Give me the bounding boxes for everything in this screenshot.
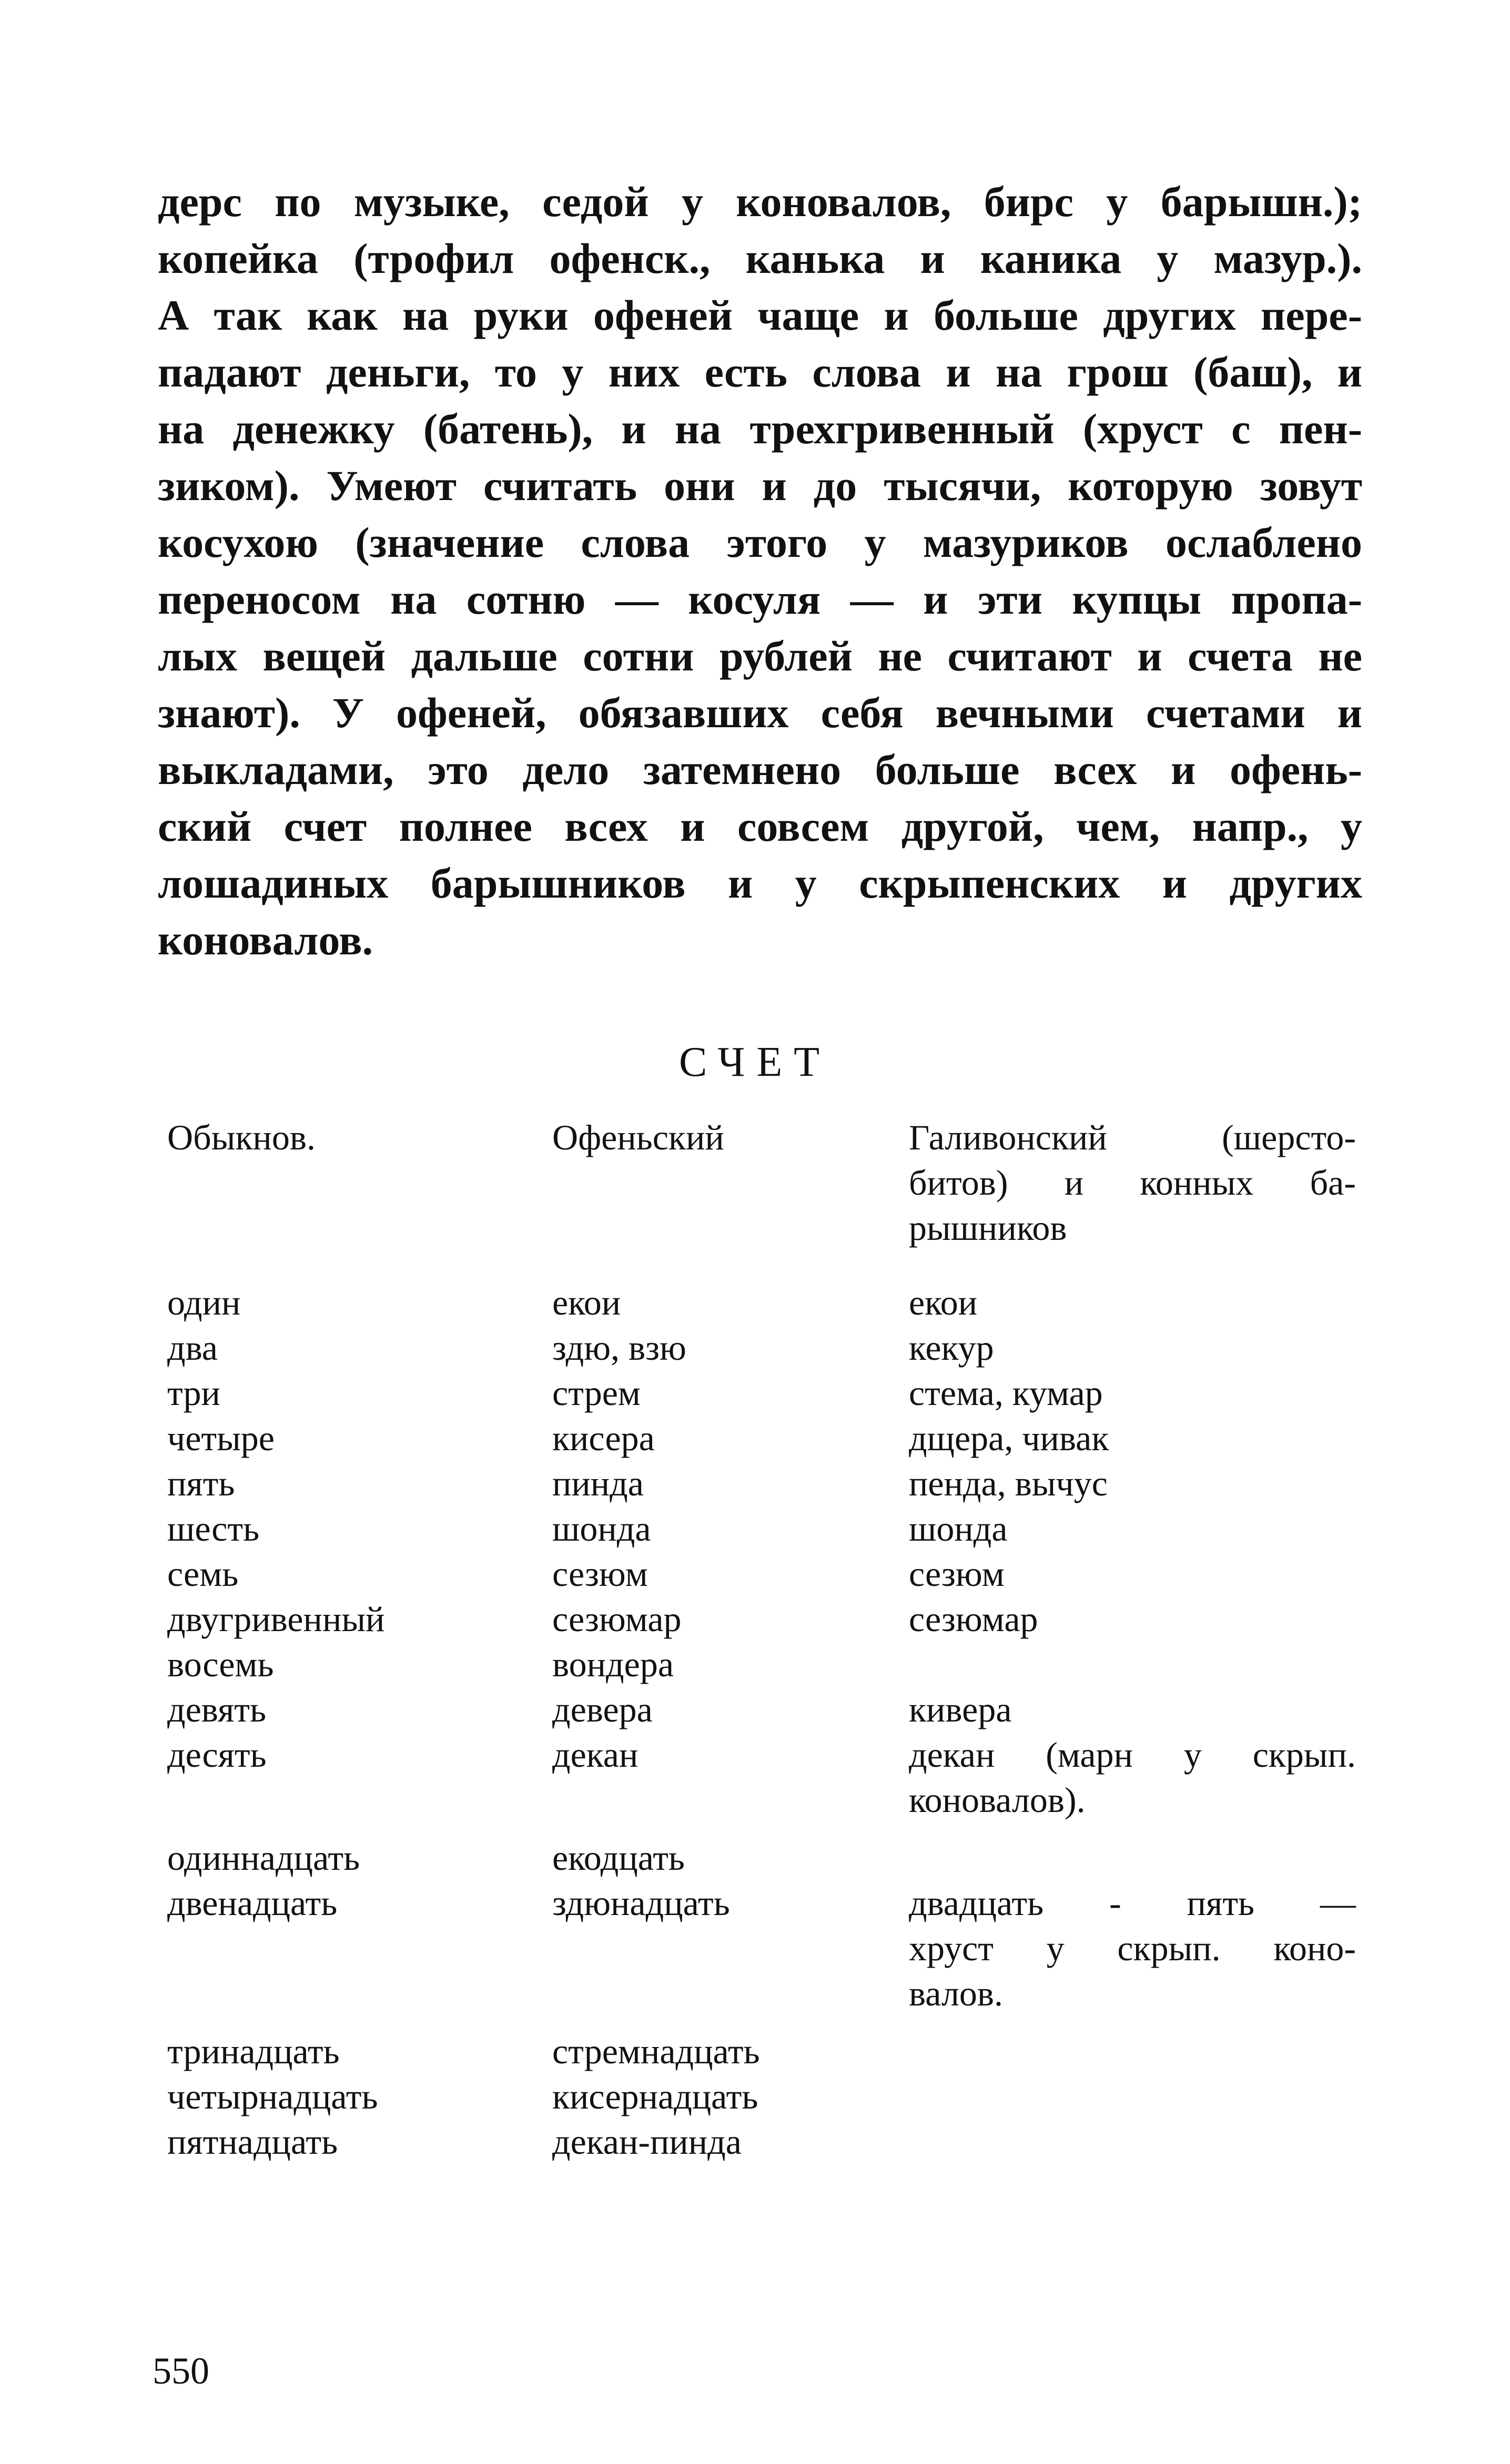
table-row [167, 1880, 1356, 2016]
cell-galivonski-line: декан (марн у скрып. [909, 1735, 1356, 1775]
cell-ordinary: одиннадцать [167, 1838, 360, 1878]
table-row [167, 1732, 1356, 1822]
cell-galivonski [909, 1880, 1356, 2016]
cell-ordinary: пятнадцать [167, 2122, 338, 2162]
cell-galivonski [909, 1551, 1356, 1596]
paragraph-line: копейка (трофил офенск., канька и каника у мазур.). [158, 235, 1362, 282]
cell-ofenski: декан-пинда [552, 2122, 742, 2162]
cell-ordinary: семь [167, 1554, 239, 1594]
body-paragraph [158, 174, 1362, 969]
paragraph-line: зиком). Умеют считать они и до тысячи, которую зовут [158, 462, 1362, 510]
paragraph-line: дерс по музыке, седой у коновалов, бирс у барышн.); [158, 178, 1362, 226]
cell-galivonski-line: екои [909, 1282, 978, 1322]
cell-ofenski: стрем [552, 1373, 641, 1413]
cell-galivonski-line: кивера [909, 1689, 1012, 1729]
cell-galivonski [909, 1370, 1356, 1416]
table-row [167, 1280, 1356, 1325]
paragraph-line: лошадиных барышников и у скрыпенских и других [158, 859, 1362, 907]
cell-galivonski [909, 1732, 1356, 1822]
header-galivonski-line: рышников [909, 1208, 1067, 1248]
cell-galivonski-line: дщера, чивак [909, 1418, 1109, 1458]
cell-ofenski: сезюм [552, 1554, 648, 1594]
cell-ordinary: пять [167, 1463, 235, 1503]
page-number: 550 [153, 2350, 209, 2392]
cell-galivonski-line: хруст у скрып. коно- [909, 1928, 1356, 1968]
cell-galivonski-line: пенда, вычус [909, 1463, 1108, 1503]
cell-galivonski-line: валов. [909, 1973, 1004, 2013]
table-row [167, 1642, 1356, 1687]
table-header-row [167, 1115, 1356, 1250]
cell-ordinary: восемь [167, 1644, 274, 1684]
table-body [167, 1280, 1356, 2164]
cell-ofenski: екои [552, 1282, 621, 1322]
cell-ofenski: вондера [552, 1644, 674, 1684]
table-row [167, 2029, 1356, 2074]
paragraph-line: знают). У офеней, обязавших себя вечными счетами и [158, 689, 1362, 737]
cell-galivonski [909, 1687, 1356, 1732]
cell-ofenski: екодцать [552, 1838, 685, 1878]
paragraph-line: косухою (значение слова этого у мазуриков ослаблено [158, 518, 1362, 566]
cell-ordinary: десять [167, 1735, 267, 1775]
cell-ofenski: сезюмар [552, 1599, 682, 1639]
cell-ofenski: здюнадцать [552, 1883, 730, 1923]
cell-ordinary: двугривенный [167, 1599, 385, 1639]
paragraph-line: переносом на сотню — косуля — и эти купцы пропа- [158, 575, 1362, 623]
header-ofenski: Офеньский [552, 1117, 724, 1157]
paragraph-line: А так как на руки офеней чаще и больше других пере- [158, 291, 1362, 339]
paragraph-line: лых вещей дальше сотни рублей не считают и счета не [158, 632, 1362, 680]
table-row [167, 1506, 1356, 1551]
cell-ordinary: один [167, 1282, 241, 1322]
cell-galivonski-line: шонда [909, 1509, 1008, 1549]
cell-ofenski: здю, взю [552, 1328, 686, 1368]
cell-ordinary: два [167, 1328, 218, 1368]
cell-ofenski: шонда [552, 1509, 651, 1549]
cell-galivonski [909, 1506, 1356, 1551]
cell-galivonski [909, 1325, 1356, 1370]
table-row [167, 2119, 1356, 2164]
cell-ofenski: декан [552, 1735, 639, 1775]
cell-ofenski: девера [552, 1689, 653, 1729]
table-row [167, 1551, 1356, 1596]
header-galivonski [909, 1115, 1356, 1250]
cell-ordinary: четырнадцать [167, 2076, 378, 2116]
cell-galivonski [909, 1280, 1356, 1325]
paragraph-line: падают деньги, то у них есть слова и на грош (баш), и [158, 348, 1362, 396]
cell-galivonski-line: сезюм [909, 1554, 1005, 1594]
cell-ordinary: девять [167, 1689, 266, 1729]
cell-ordinary: четыре [167, 1418, 275, 1458]
table-row [167, 1596, 1356, 1642]
cell-galivonski-line: сезюмар [909, 1599, 1038, 1639]
cell-galivonski [909, 1461, 1356, 1506]
cell-galivonski-line: коновалов). [909, 1780, 1086, 1820]
cell-ofenski: кисера [552, 1418, 655, 1458]
cell-ordinary: двенадцать [167, 1883, 338, 1923]
count-table [167, 1115, 1356, 2164]
table-row [167, 1325, 1356, 1370]
header-galivonski-line: битов) и конных ба- [909, 1163, 1356, 1203]
cell-galivonski [909, 1416, 1356, 1461]
header-ordinary: Обыкнов. [167, 1117, 316, 1157]
table-row [167, 1835, 1356, 1880]
cell-galivonski-line: двадцать - пять — [909, 1883, 1356, 1923]
table-row [167, 1370, 1356, 1416]
cell-galivonski-line: стема, кумар [909, 1373, 1103, 1413]
table-row [167, 1461, 1356, 1506]
section-title: СЧЕТ [678, 1039, 832, 1085]
cell-ofenski: кисернадцать [552, 2076, 758, 2116]
paragraph-line: выкладами, это дело затемнено больше всех и офень- [158, 746, 1362, 793]
table-row [167, 1416, 1356, 1461]
paragraph-line: коновалов. [158, 916, 373, 964]
cell-galivonski-line: кекур [909, 1328, 994, 1368]
cell-galivonski [909, 1596, 1356, 1642]
table-row [167, 1687, 1356, 1732]
cell-ofenski: стремнадцать [552, 2031, 760, 2071]
cell-ordinary: шесть [167, 1509, 260, 1549]
paragraph-line: ский счет полнее всех и совсем другой, чем, напр., у [158, 802, 1362, 850]
header-galivonski-line: Галивонский (шерсто- [909, 1117, 1356, 1157]
table-row [167, 2074, 1356, 2119]
cell-ofenski: пинда [552, 1463, 644, 1503]
cell-ordinary: тринадцать [167, 2031, 340, 2071]
cell-ordinary: три [167, 1373, 220, 1413]
paragraph-line: на денежку (батень), и на трехгривенный (хруст с пен- [158, 405, 1362, 453]
